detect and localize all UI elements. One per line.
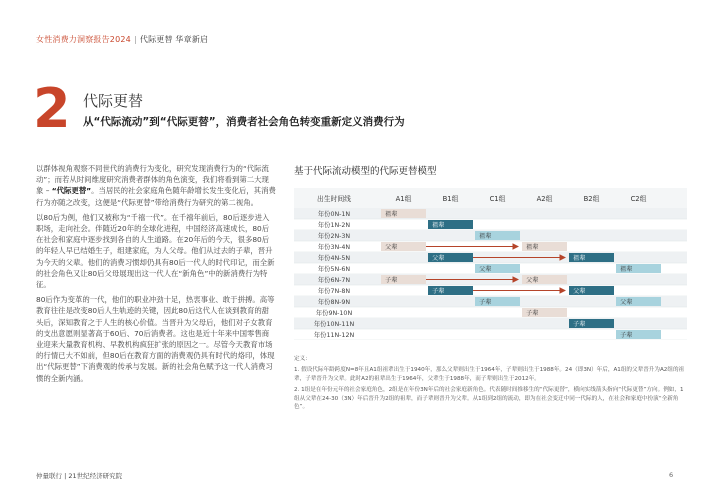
row-label: 年份6N-7N xyxy=(317,277,351,284)
row-label: 年份7N-8N xyxy=(317,288,351,295)
role-cell-label: 父辈 xyxy=(620,299,633,306)
generation-model-figure xyxy=(294,188,687,340)
role-cell-label: 父辈 xyxy=(526,277,539,284)
section-title: 代际更替 xyxy=(83,92,144,110)
note-2: 2. 1组是在年份元年的社会家庭角色，2组是在年份3N年后的社会家庭新角色。代表随时间推移生的“代际更替”，横向实线箭头指向“代际更替”方向。例如，1组从父辈在24-30（3N）年后晋升为2组的祖辈，而子辈则晋升为父辈。从1组到2组的流动，即为在社会变迁中同一代际的人，在社会和家庭中扮演“全新角色”。 xyxy=(294,387,684,411)
paragraph-1-text-b: 。当居民的社会家庭角色随年龄增长发生变化后，其消费行为亦随之改变，这便是“代际更替”带给消费行为研究的第二视角。 xyxy=(36,186,276,207)
section-number: 2 xyxy=(33,77,71,140)
column-header: A1组 xyxy=(395,195,412,203)
row-label: 年份4N-5N xyxy=(317,255,351,262)
footer-org: 仲量联行 | 21世纪经济研究院 xyxy=(36,472,123,480)
role-cell-label: 子辈 xyxy=(479,299,492,306)
note-1: 1. 假设代际年龄跨度N=8年且A1组祖辈出生于1940年，那么父辈则出生于1964年，子辈则出生于1988年。24（即3N）年后，A1组的父辈晋升为A2组的祖辈，子辈晋升为父辈。此时A2的祖辈出生于1964年，父辈生于1988年，而子辈则出生于2012年。 xyxy=(294,367,685,382)
role-cell-label: 子辈 xyxy=(573,321,586,328)
section-subtitle: 从“代际流动”到“代际更替”，消费者社会角色转变重新定义消费行为 xyxy=(83,116,405,128)
row-stripe xyxy=(294,208,687,219)
row-label: 年份1N-2N xyxy=(317,222,351,229)
report-title: 女性消费力洞察报告2024 xyxy=(36,35,131,44)
row-label: 年份8N-9N xyxy=(317,299,351,306)
role-cell-label: 祖辈 xyxy=(432,222,445,229)
notes-label: 定义： xyxy=(294,356,311,362)
row-label: 年份3N-4N xyxy=(317,244,351,251)
role-cell-label: 子辈 xyxy=(620,332,633,339)
role-cell-label: 父辈 xyxy=(573,288,586,295)
header-separator: | xyxy=(133,35,137,44)
row-label: 年份11N-12N xyxy=(313,332,355,339)
figure-title: 基于代际流动模型的代际更替模型 xyxy=(294,166,437,177)
paragraph-1 xyxy=(36,163,276,208)
role-cell-label: 祖辈 xyxy=(479,233,492,240)
column-header: 出生时间线 xyxy=(317,195,351,203)
role-cell-label: 祖辈 xyxy=(620,266,633,273)
page-number: 6 xyxy=(669,471,674,479)
role-cell-label: 父辈 xyxy=(479,266,492,273)
report-header xyxy=(36,34,208,45)
role-cell-label: 祖辈 xyxy=(385,211,398,218)
row-label: 年份9N-10N xyxy=(315,310,353,317)
paragraph-3: 80后作为变革的一代，他们的职业冲劲十足，热衷事业、敢于拼搏。高等教育往往是改变80后人生轨迹的关键，因此80后这代人在谈到教育的甜头后，深知教育之于人生的核心价值。当晋升为父母后，他们对子女教育的支出意愿则显著高于60后、70后消费者。这也是近十年来中国零售商业迎来大量教育机构、早教机构疯狂扩张的原因之一。尽管今天教育市场的行情已大不如前，但80后在教育方面的消费观仍具有时代的烙印，体现出“代际更替”下消费观的传承与发展。新的社会角色赋予这一代人消费习惯的全新内涵。 xyxy=(36,295,275,383)
header-section: 代际更替 华章新启 xyxy=(139,35,209,44)
role-cell-label: 子辈 xyxy=(526,310,539,317)
role-cell-label: 父辈 xyxy=(432,255,445,262)
role-cell-label: 父辈 xyxy=(385,244,398,251)
role-cell-label: 子辈 xyxy=(432,288,445,295)
column-header: A2组 xyxy=(536,195,553,203)
row-label: 年份10N-11N xyxy=(313,321,355,328)
role-cell-label: 祖辈 xyxy=(573,255,586,262)
role-cell-label: 祖辈 xyxy=(526,244,539,251)
row-label: 年份2N-3N xyxy=(317,233,351,240)
paragraph-1-text-a: 以群体视角观察不同世代的消费行为变化，研究发现消费行为的“代际流动”；而若从时间维度研究消费者群体的角色演变，我们将看到第二大现象 – xyxy=(36,164,269,196)
row-label: 年份0N-1N xyxy=(317,211,351,218)
body-text xyxy=(36,163,276,388)
paragraph-2: 以80后为例，他们又被称为“千禧一代”。在千禧年前后，80后逐步进入职场，走向社会。伴随近20年的全球化进程，中国经济高速成长，80后在社会和家庭中逐步找到各自的人生道路。在20年后的今天，很多80后的年轻人早已结婚生子，组建家庭，为人父母。他们从过去的子辈，晋升为今天的父辈。他们的消费习惯却仍具有80后一代人的时代印记，而全新的社会角色又让80后父母展现出这一代人在“新角色”中的新消费行为特征。 xyxy=(36,212,275,290)
column-header: B1组 xyxy=(442,195,459,203)
column-header: C2组 xyxy=(630,195,647,203)
paragraph-1-bold: “代际更替” xyxy=(51,186,92,196)
column-header: C1组 xyxy=(489,195,506,203)
column-header: B2组 xyxy=(583,195,600,203)
role-cell-label: 子辈 xyxy=(385,277,398,284)
notes xyxy=(294,355,686,414)
row-label: 年份5N-6N xyxy=(317,266,351,273)
